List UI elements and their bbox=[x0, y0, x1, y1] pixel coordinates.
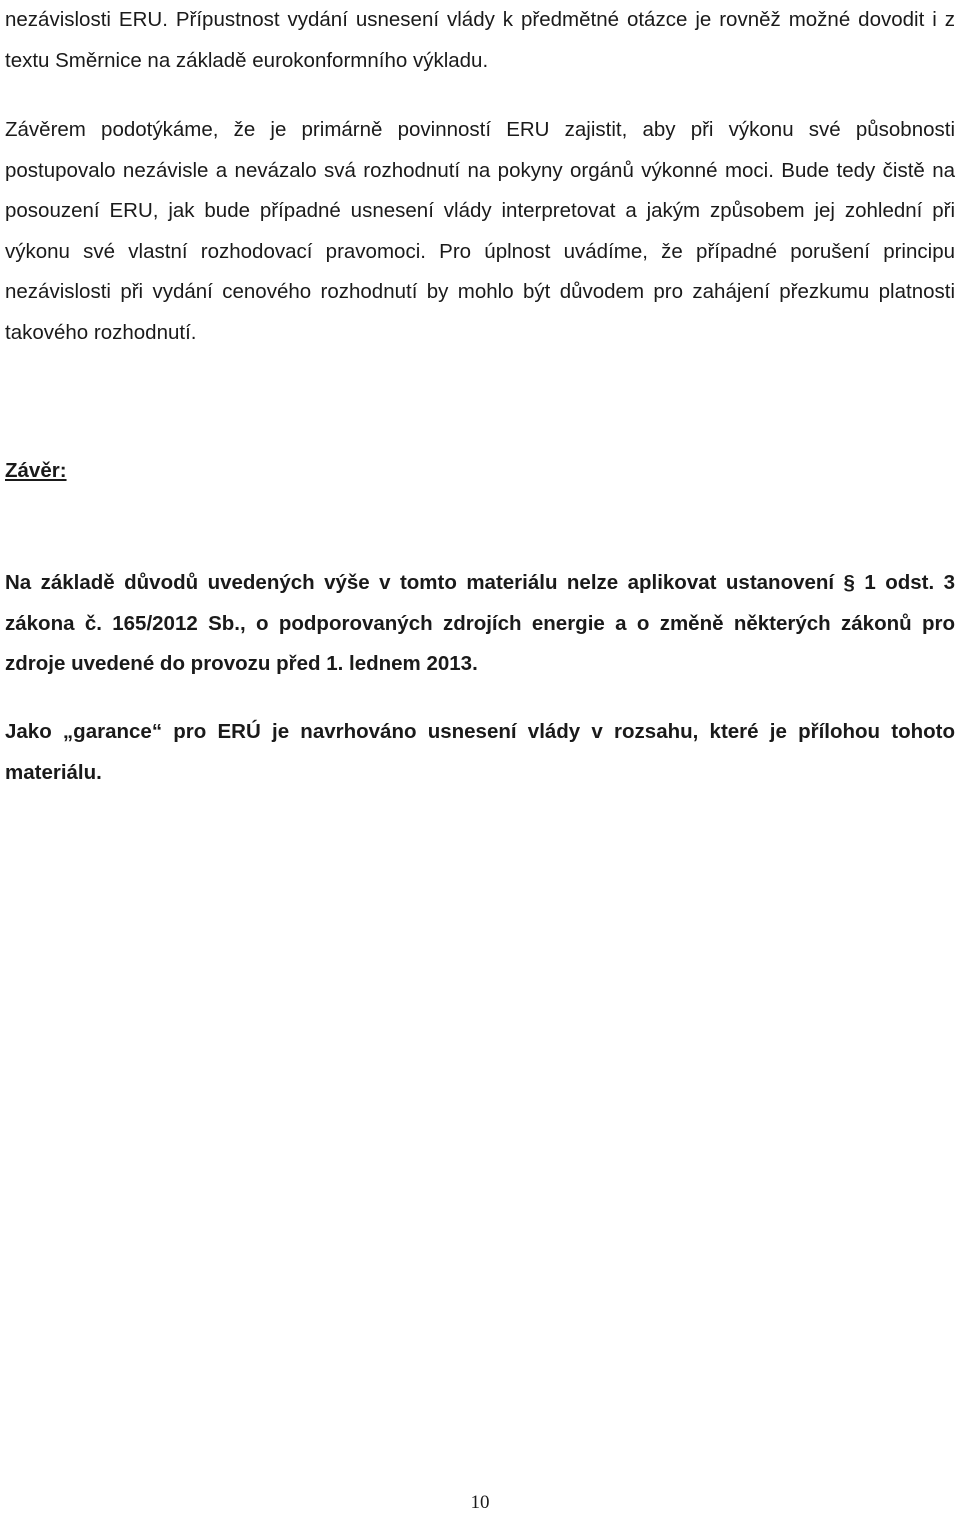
paragraph-independence-admissibility: nezávislosti ERU. Přípustnost vydání usnesení vlády k předmětné otázce je rovněž možné dovodit i z textu Směrnice na základě eurokonformního výkladu. bbox=[5, 8, 955, 72]
conclusion-heading: Závěr: bbox=[5, 459, 67, 482]
conclusion-paragraph-guarantee: Jako „garance“ pro ERÚ je navrhováno usnesení vlády v rozsahu, které je přílohou tohoto materiálu. bbox=[5, 720, 955, 784]
conclusion-paragraph-law: Na základě důvodů uvedených výše v tomto materiálu nelze aplikovat ustanovení § 1 odst. 3 zákona č. 165/2012 Sb., o podporovaných zdrojích energie a o změně některých zákonů pro zdroje uvedené do provozu před 1. lednem 2013. bbox=[5, 571, 955, 675]
page-number: 10 bbox=[470, 1492, 490, 1513]
paragraph-eru-independence: Závěrem podotýkáme, že je primárně povinností ERU zajistit, aby při výkonu své působnosti postupovalo nezávisle a nevázalo svá rozhodnutí na pokyny orgánů výkonné moci. Bude tedy čistě na posouzení ERU, jak bude případné usnesení vlády interpretovat a jakým způsobem jej zohlední při výkonu své vlastní rozhodovací pravomoci. Pro úplnost uvádíme, že případné porušení principu nezávislosti při vydání cenového rozhodnutí by mohlo být důvodem pro zahájení přezkumu platnosti takového rozhodnutí. bbox=[5, 118, 955, 344]
